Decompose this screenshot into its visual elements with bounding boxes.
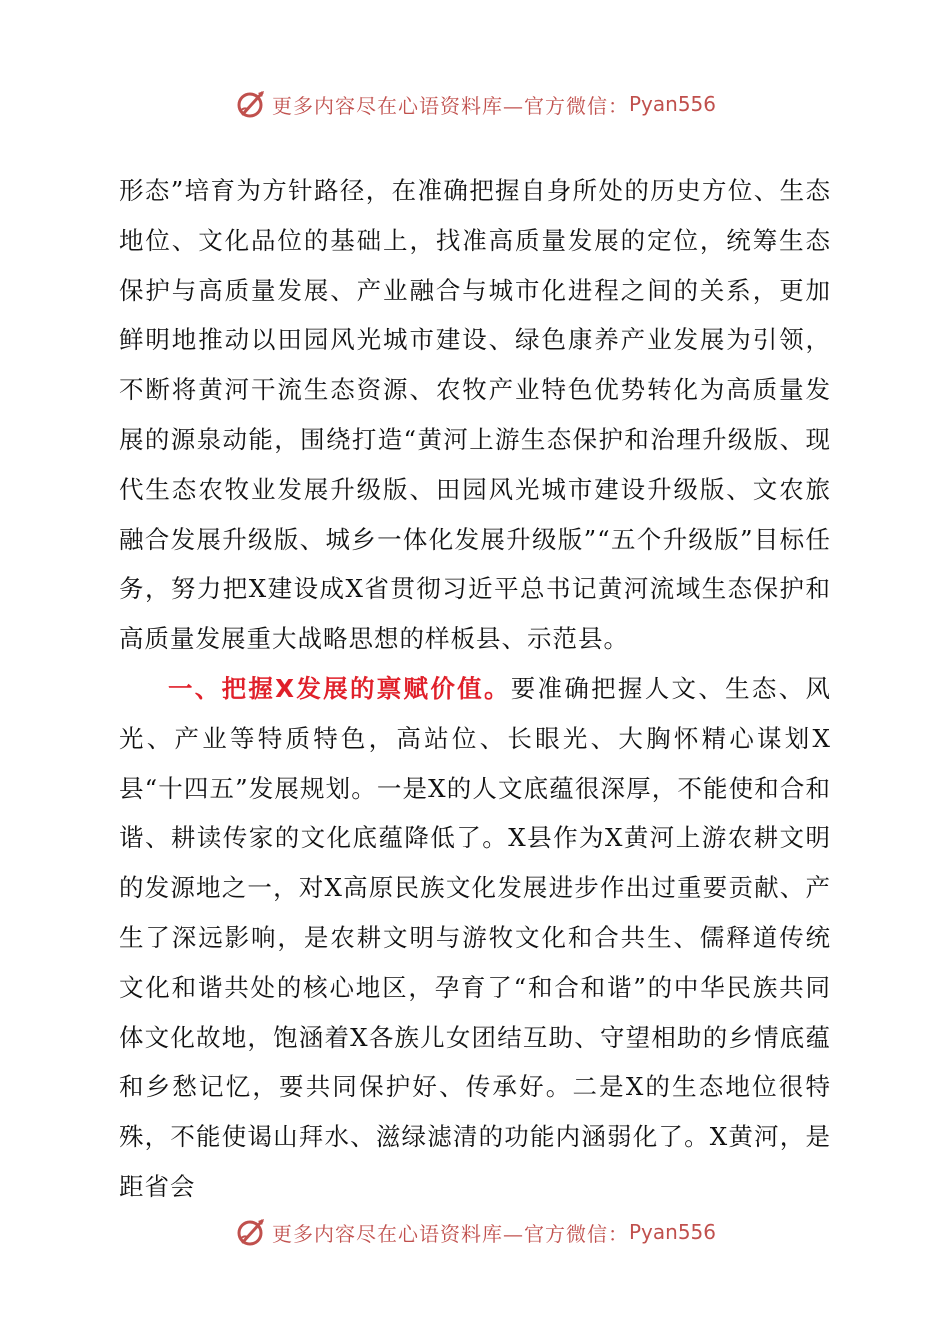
banner-text: 更多内容尽在心语资料库—官方微信：	[271, 1221, 629, 1246]
paragraph-2	[119, 664, 831, 1212]
paragraph-1-text: 形态”培育为方针路径，在准确把握自身所处的历史方位、生态地位、文化品位的基础上，找准高质量发展的定位，统筹生态保护与高质量发展、产业融合与城市化进程之间的关系，更加鲜明地推动以田园风光城市建设、绿色康养产业发展为引领，不断将黄河干流生态资源、农牧产业特色优势转化为高质量发展的源泉动能，围绕打造“黄河上游生态保护和治理升级版、现代生态农牧业发展升级版、田园风光城市建设升级版、文农旅融合发展升级版、城乡一体化发展升级版”“五个升级版”目标任务，努力把X建设成X省贯彻习近平总书记黄河流域生态保护和高质量发展重大战略思想的样板县、示范县。	[119, 176, 831, 654]
paragraph-1	[119, 166, 831, 664]
footer-banner	[0, 1212, 950, 1252]
document-body	[119, 166, 831, 1212]
pen-circle-logo-icon	[234, 1215, 268, 1249]
banner-text: 更多内容尽在心语资料库—官方微信：	[271, 93, 629, 118]
header-banner	[0, 84, 950, 124]
pen-circle-logo-icon	[234, 87, 268, 121]
banner-wechat-id: Pyan556	[628, 1220, 716, 1244]
banner-wechat-id: Pyan556	[628, 92, 716, 116]
paragraph-2-text: 要准确把握人文、生态、风光、产业等特质特色，高站位、长眼光、大胸怀精心谋划X县“十四五”发展规划。一是X的人文底蕴很深厚，不能使和合和谐、耕读传家的文化底蕴降低了。X县作为X黄河上游农耕文明的发源地之一，对X高原民族文化发展进步作出过重要贡献、产生了深远影响，是农耕文明与游牧文化和合共生、儒释道传统文化和谐共处的核心地区，孕育了“和合和谐”的中华民族共同体文化故地，饱涵着X各族儿女团结互助、守望相助的乡情底蕴和乡愁记忆，要共同保护好、传承好。二是X的生态地位很特殊，不能使谒山拜水、滋绿滤清的功能内涵弱化了。X黄河，是距省会	[119, 673, 832, 1201]
section-heading: 一、把握X发展的禀赋价值。	[168, 673, 511, 703]
